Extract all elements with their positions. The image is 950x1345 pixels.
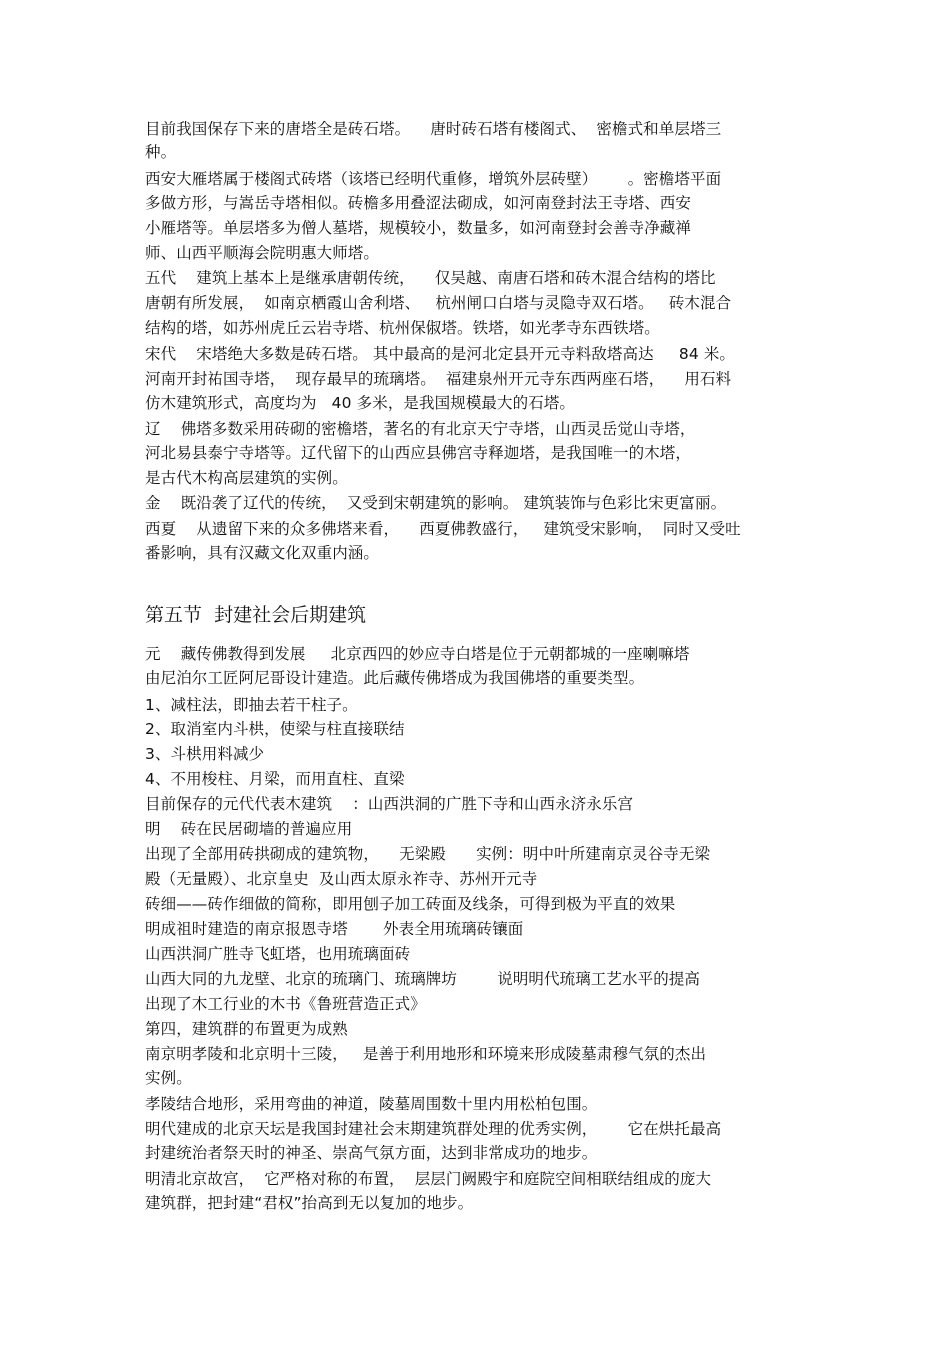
paragraph-line: 明清北京故宫， 它严格对称的布置， 层层门阙殿宇和庭院空间相联结组成的庞大	[145, 1170, 712, 1188]
paragraph-line: 殿（无量殿）、北京皇史 及山西太原永祚寺、苏州开元寺	[145, 870, 538, 888]
paragraph-line: 多做方形，与嵩岳寺塔相似。砖檐多用叠涩法砌成，如河南登封法王寺塔、西安	[145, 194, 692, 212]
paragraph-line: 辽 佛塔多数采用砖砌的密檐塔，著名的有北京天宁寺塔，山西灵岳觉山寺塔，	[145, 420, 696, 438]
list-item: 1、减柱法，即抽去若干柱子。	[145, 696, 358, 714]
paragraph-line: 山西大同的九龙壁、北京的琉璃门、琉璃牌坊 说明明代琉璃工艺水平的提高	[145, 970, 701, 988]
paragraph-line: 师、山西平顺海会院明惠大师塔。	[145, 244, 380, 262]
paragraph-line: 是古代木构高层建筑的实例。	[145, 469, 348, 487]
paragraph-line: 第四，建筑群的布置更为成熟	[145, 1020, 348, 1038]
paragraph-line: 河北易县泰宁寺塔等。辽代留下的山西应县佛宫寺释迦塔，是我国唯一的木塔，	[145, 444, 692, 462]
paragraph-line: 小雁塔等。单层塔多为僧人墓塔，规模较小，数量多，如河南登封会善寺净藏禅	[145, 219, 692, 237]
paragraph-line: 由尼泊尔工匠阿尼哥设计建造。此后藏传佛塔成为我国佛塔的重要类型。	[145, 669, 645, 687]
paragraph-line: 元 藏传佛教得到发展 北京西四的妙应寺白塔是位于元朝都城的一座喇嘛塔	[145, 645, 690, 663]
paragraph-line: 明 砖在民居砌墙的普遍应用	[145, 820, 353, 838]
paragraph-line: 封建统治者祭天时的神圣、崇高气氛方面，达到非常成功的地步。	[145, 1144, 598, 1162]
paragraph-line: 目前我国保存下来的唐塔全是砖石塔。 唐时砖石塔有楼阁式、 密檐式和单层塔三	[145, 120, 722, 138]
paragraph-line: 实例。	[145, 1069, 192, 1087]
paragraph-line: 河南开封祐国寺塔， 现存最早的琉璃塔。 福建泉州开元寺东西两座石塔， 用石料	[145, 370, 732, 388]
paragraph-line: 结构的塔，如苏州虎丘云岩寺塔、杭州保俶塔。铁塔，如光孝寺东西铁塔。	[145, 319, 660, 337]
list-item: 4、不用梭柱、月梁，而用直柱、直梁	[145, 770, 405, 788]
paragraph-line: 砖细——砖作细做的简称，即用刨子加工砖面及线条，可得到极为平直的效果	[145, 895, 676, 913]
paragraph-line: 明成祖时建造的南京报恩寺塔 外表全用琉璃砖镶面	[145, 920, 524, 938]
paragraph-line: 明代建成的北京天坛是我国封建社会末期建筑群处理的优秀实例， 它在烘托最高	[145, 1120, 722, 1138]
paragraph-line: 西安大雁塔属于楼阁式砖塔（该塔已经明代重修，增筑外层砖壁） 。密檐塔平面	[145, 170, 722, 188]
list-item: 3、斗栱用料减少	[145, 745, 265, 763]
paragraph-line: 出现了全部用砖拱砌成的建筑物， 无梁殿 实例：明中叶所建南京灵谷寺无梁	[145, 845, 711, 863]
paragraph-line: 番影响，具有汉藏文化双重内涵。	[145, 544, 380, 562]
paragraph-line: 种。	[145, 143, 177, 161]
paragraph-line: 唐朝有所发展， 如南京栖霞山舍利塔、 杭州闸口白塔与灵隐寺双石塔。 砖木混合	[145, 294, 732, 312]
paragraph-line: 仿木建筑形式，高度均为 40 多米，是我国规模最大的石塔。	[145, 394, 576, 412]
paragraph-line: 目前保存的元代代表木建筑 ：山西洪洞的广胜下寺和山西永济永乐宫	[145, 795, 634, 813]
paragraph-line: 金 既沿袭了辽代的传统， 又受到宋朝建筑的影响。 建筑装饰与色彩比宋更富丽。	[145, 494, 727, 512]
paragraph-line: 南京明孝陵和北京明十三陵， 是善于利用地形和环境来形成陵墓肃穆气氛的杰出	[145, 1045, 707, 1063]
paragraph-line: 建筑群，把封建“君权”抬高到无以复加的地步。	[145, 1194, 474, 1212]
paragraph-line: 孝陵结合地形，采用弯曲的神道，陵墓周围数十里内用松柏包围。	[145, 1095, 598, 1113]
paragraph-line: 宋代 宋塔绝大多数是砖石塔。 其中最高的是河北定县开元寺料敌塔高达 84 米。	[145, 345, 736, 363]
paragraph-line: 五代 建筑上基本上是继承唐朝传统， 仅吴越、南唐石塔和砖木混合结构的塔比	[145, 269, 716, 287]
paragraph-line: 出现了木工行业的木书《鲁班营造正式》	[145, 995, 426, 1013]
section-heading: 第五节 封建社会后期建筑	[145, 604, 367, 626]
paragraph-line: 西夏 从遗留下来的众多佛塔来看， 西夏佛教盛行， 建筑受宋影响， 同时又受吐	[145, 520, 741, 538]
list-item: 2、取消室内斗栱，使梁与柱直接联结	[145, 720, 405, 738]
paragraph-line: 山西洪洞广胜寺飞虹塔，也用琉璃面砖	[145, 945, 411, 963]
